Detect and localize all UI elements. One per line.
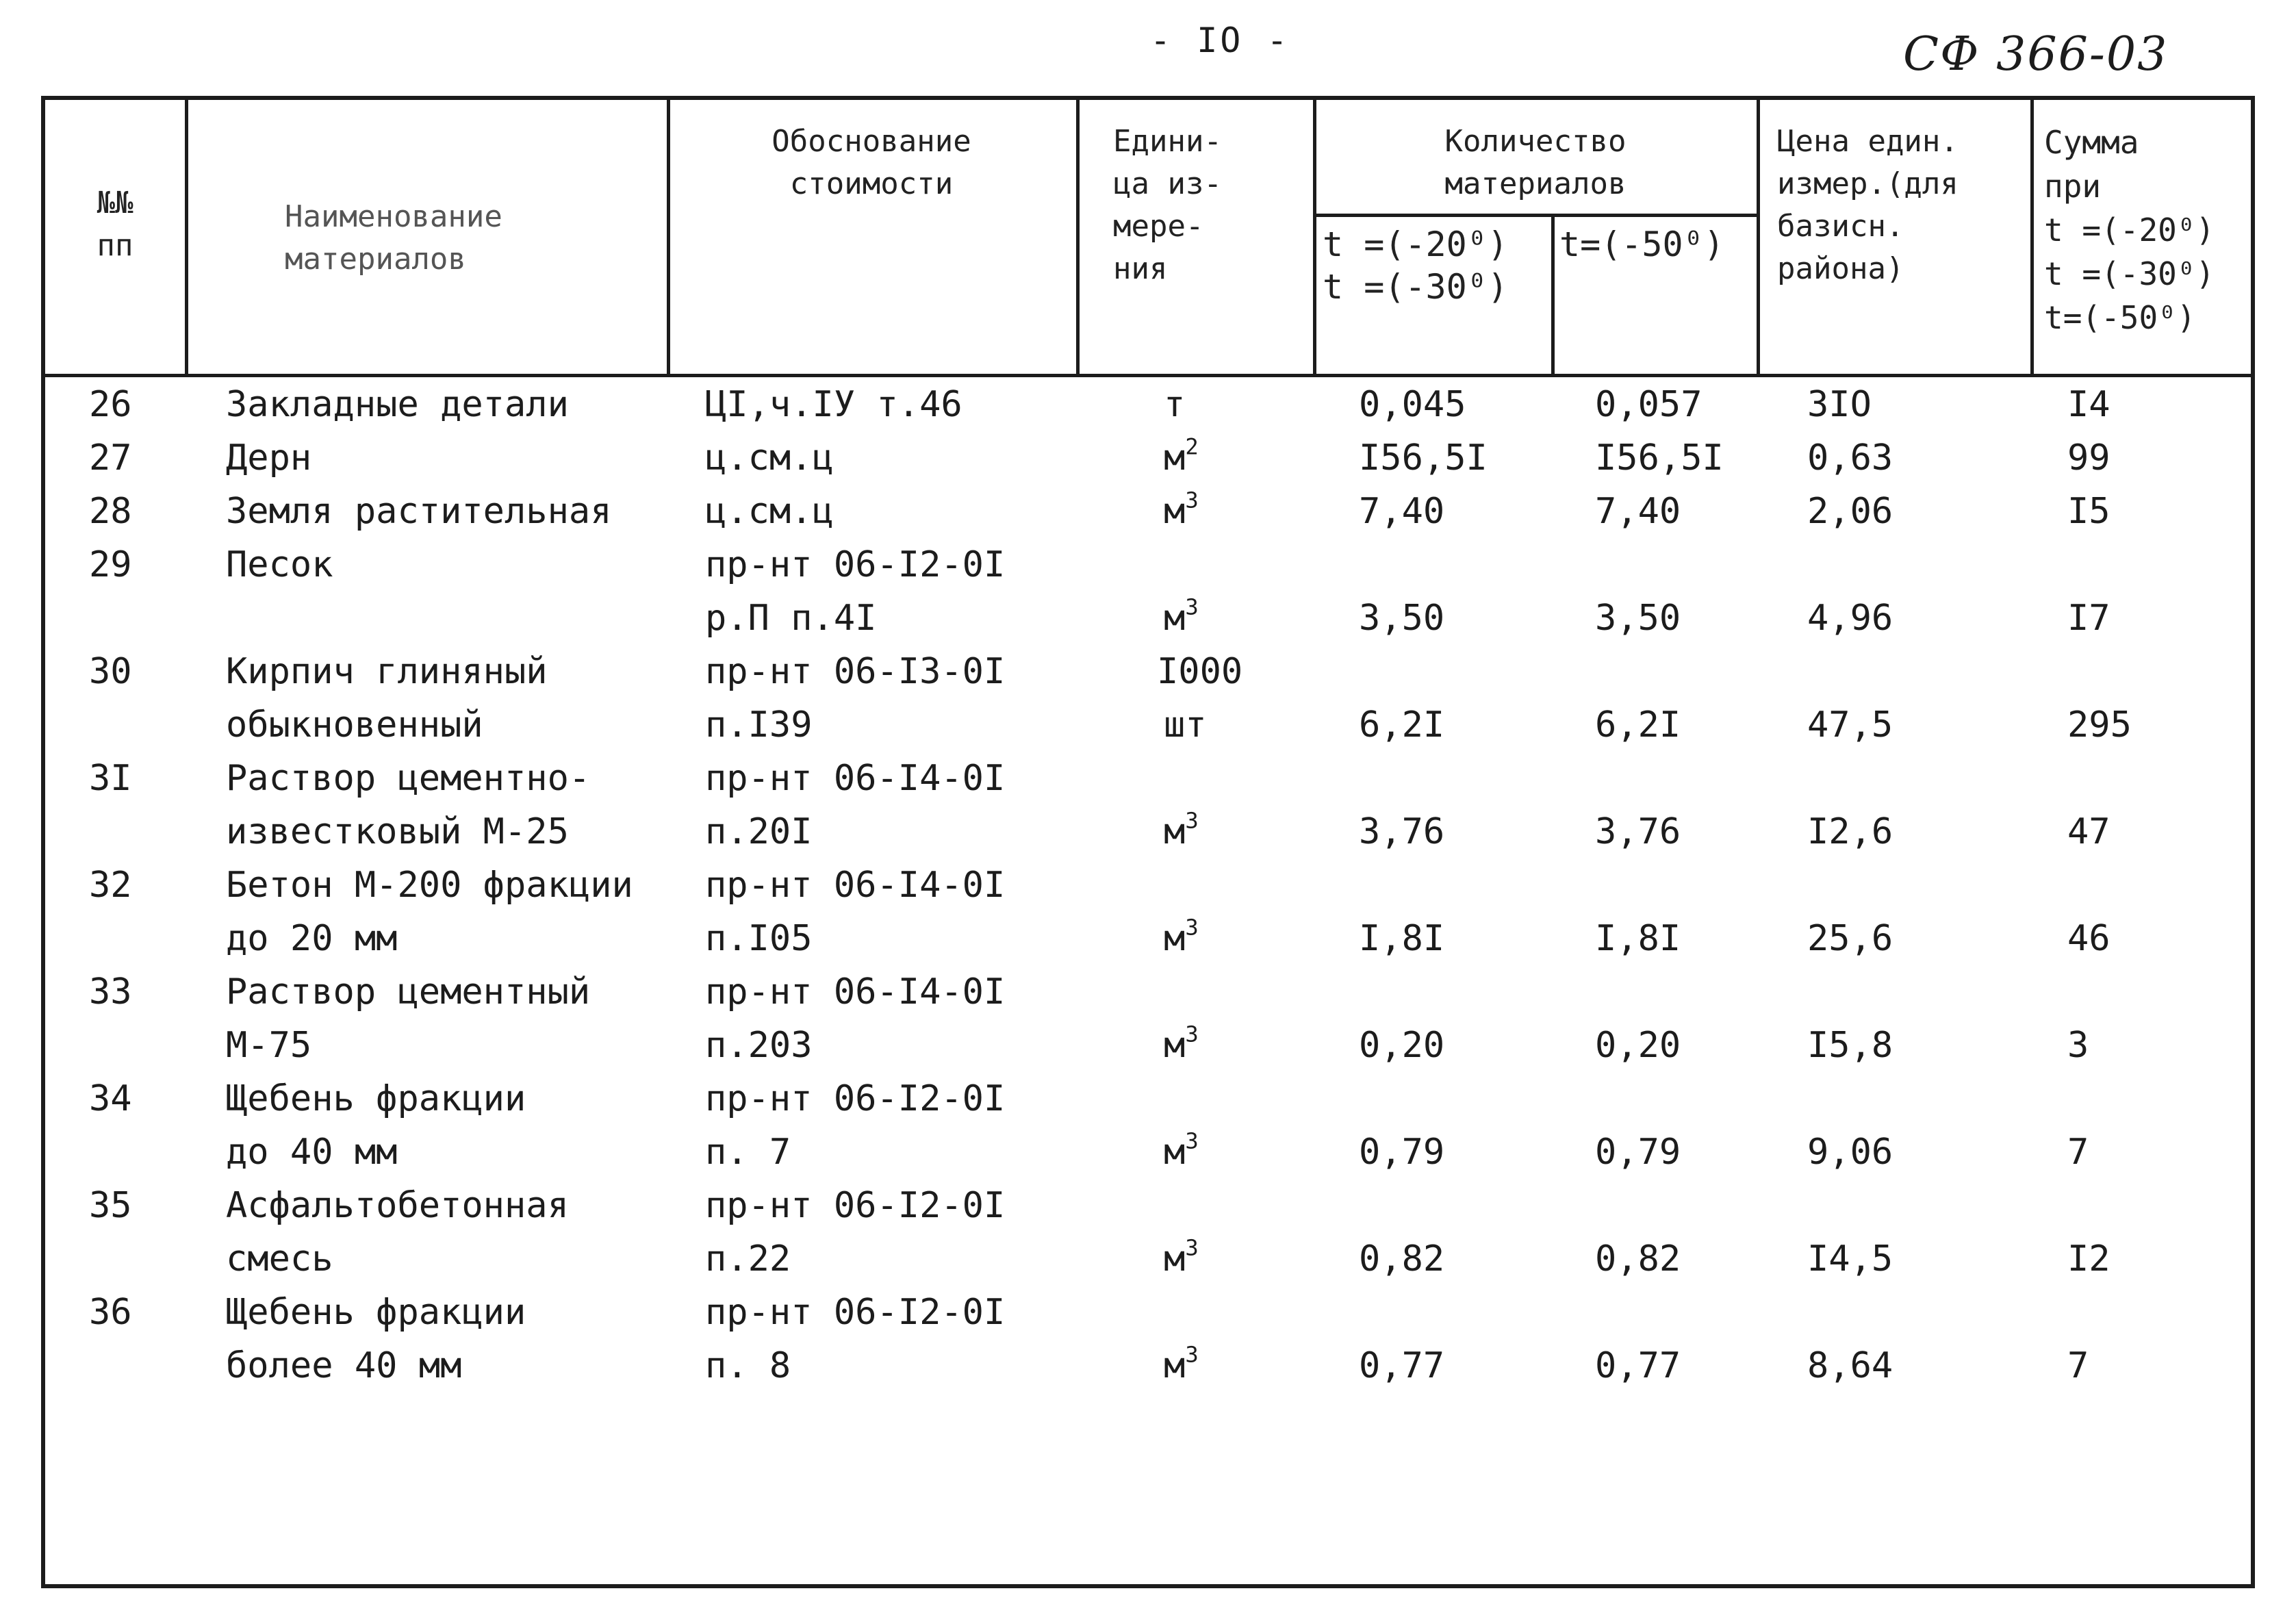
quantity-t50: I,8I: [1595, 918, 1681, 959]
rule-header-bottom: [45, 374, 2251, 377]
row-sum: 99: [2067, 437, 2110, 479]
cost-basis: пр-нт 06-I4-0I: [705, 971, 1006, 1013]
row-sum: 46: [2067, 918, 2110, 959]
material-name: Земля растительная: [226, 491, 612, 532]
quantity-t50: 0,77: [1595, 1345, 1681, 1386]
cost-basis: р.П п.4I: [705, 598, 877, 639]
quantity-t50: 0,057: [1595, 384, 1702, 425]
row-number: 30: [89, 651, 132, 692]
unit-price: 2,06: [1807, 491, 1893, 532]
quantity-t50: 0,20: [1595, 1025, 1681, 1066]
cost-basis: п.203: [705, 1025, 813, 1066]
material-name: обыкновенный: [226, 704, 483, 746]
cost-basis: пр-нт 06-I4-0I: [705, 758, 1006, 799]
cost-basis: ЦI,ч.IУ т.46: [705, 384, 962, 425]
quantity-t20-t30: 0,77: [1359, 1345, 1445, 1386]
row-sum: I7: [2067, 598, 2110, 639]
header-qty-col1: t =(-20⁰) t =(-30⁰): [1323, 225, 1508, 307]
unit-of-measure: $м^2$: [1164, 433, 1199, 479]
quantity-t50: 0,79: [1595, 1132, 1681, 1173]
header-unit: Едини- ца из- мере- ния: [1113, 124, 1222, 286]
unit-exponent: 3: [1185, 807, 1199, 834]
cost-basis: пр-нт 06-I2-0I: [705, 1292, 1006, 1333]
material-name: Раствор цементный: [226, 971, 591, 1013]
document-reference: СФ 366-03: [1903, 27, 2169, 81]
quantity-t20-t30: 7,40: [1359, 491, 1445, 532]
unit-of-measure: $м^3$: [1164, 594, 1199, 639]
quantity-t20-t30: I,8I: [1359, 918, 1445, 959]
unit-exponent: 3: [1185, 1021, 1199, 1047]
row-number: 33: [89, 971, 132, 1013]
header-sum: Сумма при t =(-20⁰) t =(-30⁰) t=(-50⁰): [2044, 124, 2215, 336]
rule-qty-split: [1313, 214, 1758, 217]
material-name: М-75: [226, 1025, 312, 1066]
unit-price: 0,63: [1807, 437, 1893, 479]
quantity-t50: 0,82: [1595, 1238, 1681, 1279]
quantity-t20-t30: 3,76: [1359, 811, 1445, 852]
row-number: 36: [89, 1292, 132, 1333]
quantity-t20-t30: 0,045: [1359, 384, 1466, 425]
quantity-t20-t30: 3,50: [1359, 598, 1445, 639]
quantity-t50: 3,50: [1595, 598, 1681, 639]
cost-basis: пр-нт 06-I2-0I: [705, 1185, 1006, 1226]
material-name: известковый М-25: [226, 811, 569, 852]
unit-of-measure: $м^3$: [1164, 807, 1199, 852]
row-sum: 295: [2067, 704, 2132, 746]
unit-exponent: 3: [1185, 487, 1199, 513]
material-name: Щебень фракции: [226, 1292, 526, 1333]
cost-basis: п.20I: [705, 811, 813, 852]
unit-price: 47,5: [1807, 704, 1893, 746]
rule-v3: [1076, 100, 1080, 374]
unit-exponent: 3: [1185, 1234, 1199, 1261]
cost-basis: пр-нт 06-I2-0I: [705, 1078, 1006, 1119]
row-sum: I4: [2067, 384, 2110, 425]
header-price: Цена един. измер.(для базисн. района): [1777, 124, 1959, 286]
cost-basis: пр-нт 06-I2-0I: [705, 544, 1006, 585]
quantity-t20-t30: I56,5I: [1359, 437, 1488, 479]
row-sum: 7: [2067, 1132, 2089, 1173]
cost-basis: п.22: [705, 1238, 791, 1279]
unit-price: I5,8: [1807, 1025, 1893, 1066]
row-number: 3I: [89, 758, 132, 799]
unit-of-measure: $м^3$: [1164, 1021, 1199, 1066]
header-num: №№ пп: [97, 186, 133, 263]
material-name: Песок: [226, 544, 333, 585]
material-name: до 20 мм: [226, 918, 398, 959]
row-number: 34: [89, 1078, 132, 1119]
unit-price: 4,96: [1807, 598, 1893, 639]
header-qty-col2: t=(-50⁰): [1559, 225, 1724, 264]
rule-v1: [185, 100, 188, 374]
row-sum: I5: [2067, 491, 2110, 532]
unit-of-measure: т: [1164, 384, 1186, 425]
row-number: 29: [89, 544, 132, 585]
cost-basis: пр-нт 06-I4-0I: [705, 865, 1006, 906]
unit-price: 9,06: [1807, 1132, 1893, 1173]
unit-of-measure: $м^3$: [1164, 914, 1199, 959]
row-number: 35: [89, 1185, 132, 1226]
unit-price: I4,5: [1807, 1238, 1893, 1279]
row-number: 26: [89, 384, 132, 425]
unit-price: 3IO: [1807, 384, 1872, 425]
quantity-t20-t30: 0,20: [1359, 1025, 1445, 1066]
quantity-t50: 6,2I: [1595, 704, 1681, 746]
quantity-t50: 7,40: [1595, 491, 1681, 532]
row-number: 28: [89, 491, 132, 532]
quantity-t50: 3,76: [1595, 811, 1681, 852]
row-number: 32: [89, 865, 132, 906]
material-name: Щебень фракции: [226, 1078, 526, 1119]
row-sum: 3: [2067, 1025, 2089, 1066]
quantity-t20-t30: 0,79: [1359, 1132, 1445, 1173]
unit-price: I2,6: [1807, 811, 1893, 852]
unit-price: 25,6: [1807, 918, 1893, 959]
unit-exponent: 3: [1185, 594, 1199, 620]
cost-basis: п. 8: [705, 1345, 791, 1386]
row-number: 27: [89, 437, 132, 479]
cost-basis: п.I05: [705, 918, 813, 959]
material-name: более 40 мм: [226, 1345, 462, 1386]
quantity-t50: I56,5I: [1595, 437, 1724, 479]
row-sum: I2: [2067, 1238, 2110, 1279]
quantity-t20-t30: 6,2I: [1359, 704, 1445, 746]
header-basis: Обоснование стоимости: [771, 124, 971, 201]
cost-basis: п.I39: [705, 704, 813, 746]
material-name: Бетон М-200 фракции: [226, 865, 633, 906]
header-qty: Количество материалов: [1444, 124, 1627, 201]
row-sum: 7: [2067, 1345, 2089, 1386]
unit-of-measure: $м^3$: [1164, 1341, 1199, 1386]
cost-basis: ц.см.ц: [705, 491, 834, 532]
unit-exponent: 3: [1185, 914, 1199, 941]
material-name: Раствор цементно-: [226, 758, 591, 799]
unit-exponent: 3: [1185, 1341, 1199, 1368]
material-name: Дерн: [226, 437, 312, 479]
material-name: смесь: [226, 1238, 333, 1279]
unit-price: 8,64: [1807, 1345, 1893, 1386]
unit-exponent: 3: [1185, 1128, 1199, 1154]
unit-of-measure: $м^3$: [1164, 487, 1199, 532]
rule-v7: [2030, 100, 2034, 374]
unit-multiplier: I000: [1157, 651, 1243, 692]
unit-of-measure: $м^3$: [1164, 1234, 1199, 1279]
unit-of-measure: $м^3$: [1164, 1128, 1199, 1173]
material-name: Асфальтобетонная: [226, 1185, 569, 1226]
page-number: - IO -: [1150, 21, 1290, 60]
unit-of-measure: шт: [1164, 704, 1207, 746]
cost-basis: п. 7: [705, 1132, 791, 1173]
header-name: Наименование материалов: [285, 199, 502, 277]
material-name: до 40 мм: [226, 1132, 398, 1173]
material-name: Закладные детали: [226, 384, 569, 425]
unit-exponent: 2: [1185, 433, 1199, 460]
cost-basis: пр-нт 06-I3-0I: [705, 651, 1006, 692]
material-name: Кирпич глиняный: [226, 651, 548, 692]
row-sum: 47: [2067, 811, 2110, 852]
quantity-t20-t30: 0,82: [1359, 1238, 1445, 1279]
cost-basis: ц.см.ц: [705, 437, 834, 479]
rule-v5: [1551, 216, 1555, 374]
